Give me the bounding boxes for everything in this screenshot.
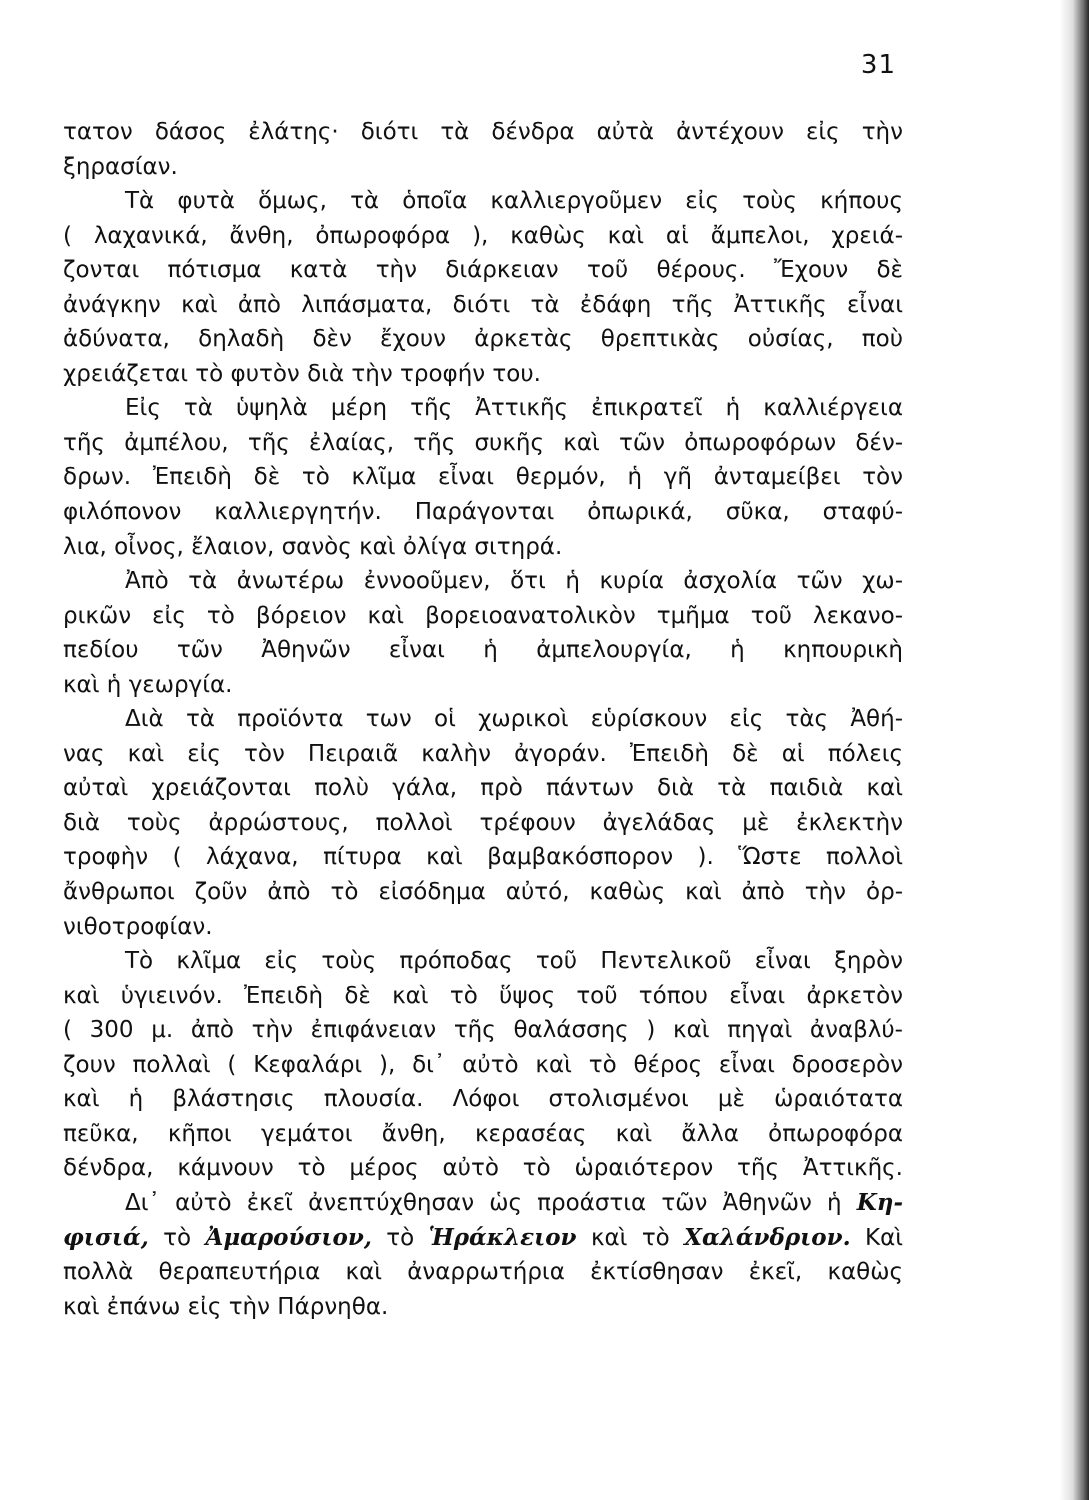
text-line: τατον δάσος ἐλάτης· διότι τὰ δένδρα αὐτὰ ἀντέχουν εἰς τὴν — [63, 119, 903, 145]
text-line: ξηρασίαν. — [63, 153, 178, 180]
text-line: Τὸ κλῖμα εἰς τοὺς πρόποδας τοῦ Πεντελικοῦ εἶναι ξηρὸν — [125, 948, 903, 975]
place-name: Ἡράκλειον — [428, 1223, 577, 1251]
text-line — [63, 1186, 903, 1221]
text-line: ἀδύνατα, δηλαδὴ δὲν ἔχουν ἀρκετὰς θρεπτικὰς οὐσίας, ποὺ — [63, 326, 903, 353]
place-name: Κη- — [856, 1188, 903, 1216]
place-name: Ἀμαρούσιον, — [205, 1223, 372, 1251]
text-line: ζονται πότισμα κατὰ τὴν διάρκειαν τοῦ θέρους. Ἔχουν δὲ — [63, 257, 903, 284]
page-edge-shadow — [1059, 0, 1089, 1500]
text-line — [63, 1221, 903, 1256]
text-fragment: Δι᾿ αὐτὸ ἐκεῖ ἀνεπτύχθησαν ὡς προάστια τῶν Ἀθηνῶν ἡ — [125, 1189, 842, 1216]
text-line: φιλόπονον καλλιεργητήν. Παράγονται ὀπωρικά, σῦκα, σταφύ- — [63, 499, 903, 526]
text-line: διὰ τοὺς ἀρρώστους, πολλοὶ τρέφουν ἀγελάδας μὲ ἐκλεκτὴν — [63, 809, 903, 836]
text-line: καὶ ὑγιεινόν. Ἐπειδὴ δὲ καὶ τὸ ὕψος τοῦ τόπου εἶναι ἀρκετὸν — [63, 982, 903, 1009]
text-line: ἄνθρωποι ζοῦν ἀπὸ τὸ εἰσόδημα αὐτό, καθὼς καὶ ἀπὸ τὴν ὀρ- — [63, 879, 903, 906]
text-line: νας καὶ εἰς τὸν Πειραιᾶ καλὴν ἀγοράν. Ἐπειδὴ δὲ αἱ πόλεις — [63, 740, 903, 767]
text-fragment: τὸ — [163, 1224, 192, 1251]
text-line: Διὰ τὰ προϊόντα των οἱ χωρικοὶ εὑρίσκουν εἰς τὰς Ἀθή- — [125, 706, 903, 733]
text-line: ρικῶν εἰς τὸ βόρειον καὶ βορειοανατολικὸν τμῆμα τοῦ λεκανο- — [63, 602, 903, 629]
text-line: χρειάζεται τὸ φυτὸν διὰ τὴν τροφήν του. — [63, 360, 541, 387]
text-line: καὶ ἡ γεωργία. — [63, 671, 233, 698]
text-line: πεδίου τῶν Ἀθηνῶν εἶναι ἡ ἀμπελουργία, ἡ κηπουρικὴ — [63, 637, 903, 664]
text-line: Ἀπὸ τὰ ἀνωτέρω ἐννοοῦμεν, ὅτι ἡ κυρία ἀσχολία τῶν χω- — [125, 568, 903, 595]
body-text — [63, 115, 903, 1324]
text-line: πολλὰ θεραπευτήρια καὶ ἀναρρωτήρια ἐκτίσθησαν ἐκεῖ, καθὼς — [63, 1259, 903, 1286]
text-line: λια, οἶνος, ἔλαιον, σανὸς καὶ ὀλίγα σιτηρά. — [63, 533, 563, 560]
text-fragment: Καὶ — [864, 1224, 904, 1251]
text-line: Εἰς τὰ ὑψηλὰ μέρη τῆς Ἀττικῆς ἐπικρατεῖ ἡ καλλιέργεια — [125, 395, 903, 422]
text-line: ἀνάγκην καὶ ἀπὸ λιπάσματα, διότι τὰ ἐδάφη τῆς Ἀττικῆς εἶναι — [63, 291, 903, 318]
text-line: δένδρα, κάμνουν τὸ μέρος αὐτὸ τὸ ὡραιότερον τῆς Ἀττικῆς. — [63, 1155, 903, 1182]
text-line: πεῦκα, κῆποι γεμάτοι ἄνθη, κερασέας καὶ ἄλλα ὀπωροφόρα — [63, 1120, 903, 1147]
text-line: ( λαχανικά, ἄνθη, ὀπωροφόρα ), καθὼς καὶ αἱ ἄμπελοι, χρειά- — [63, 222, 903, 249]
text-line: τῆς ἀμπέλου, τῆς ἐλαίας, τῆς συκῆς καὶ τῶν ὀπωροφόρων δέν- — [63, 429, 903, 456]
text-line: τροφὴν ( λάχανα, πίτυρα καὶ βαμβακόσπορον ). Ὥστε πολλοὶ — [63, 844, 903, 871]
place-name: φισιά, — [63, 1223, 149, 1251]
text-line: νιθοτροφίαν. — [63, 913, 213, 940]
place-name: Χαλάνδριον. — [684, 1223, 851, 1251]
text-line: ( 300 μ. ἀπὸ τὴν ἐπιφάνειαν τῆς θαλάσσης ) καὶ πηγαὶ ἀναβλύ- — [63, 1017, 903, 1044]
text-fragment: τὸ — [386, 1224, 415, 1251]
text-line: ζουν πολλαὶ ( Κεφαλάρι ), δι᾿ αὐτὸ καὶ τὸ θέρος εἶναι δροσερὸν — [63, 1051, 903, 1078]
text-line: καὶ ἐπάνω εἰς τὴν Πάρνηθα. — [63, 1293, 389, 1320]
text-line: δρων. Ἐπειδὴ δὲ τὸ κλῖμα εἶναι θερμόν, ἡ γῆ ἀνταμείβει τὸν — [63, 464, 903, 491]
text-line: Τὰ φυτὰ ὅμως, τὰ ὁποῖα καλλιεργοῦμεν εἰς τοὺς κήπους — [125, 188, 903, 215]
page-number: 31 — [860, 50, 896, 80]
text-fragment: καὶ τὸ — [590, 1224, 670, 1251]
text-line: αὐταὶ χρειάζονται πολὺ γάλα, πρὸ πάντων διὰ τὰ παιδιὰ καὶ — [63, 775, 903, 802]
text-line: καὶ ἡ βλάστησις πλουσία. Λόφοι στολισμένοι μὲ ὡραιότατα — [63, 1086, 903, 1113]
